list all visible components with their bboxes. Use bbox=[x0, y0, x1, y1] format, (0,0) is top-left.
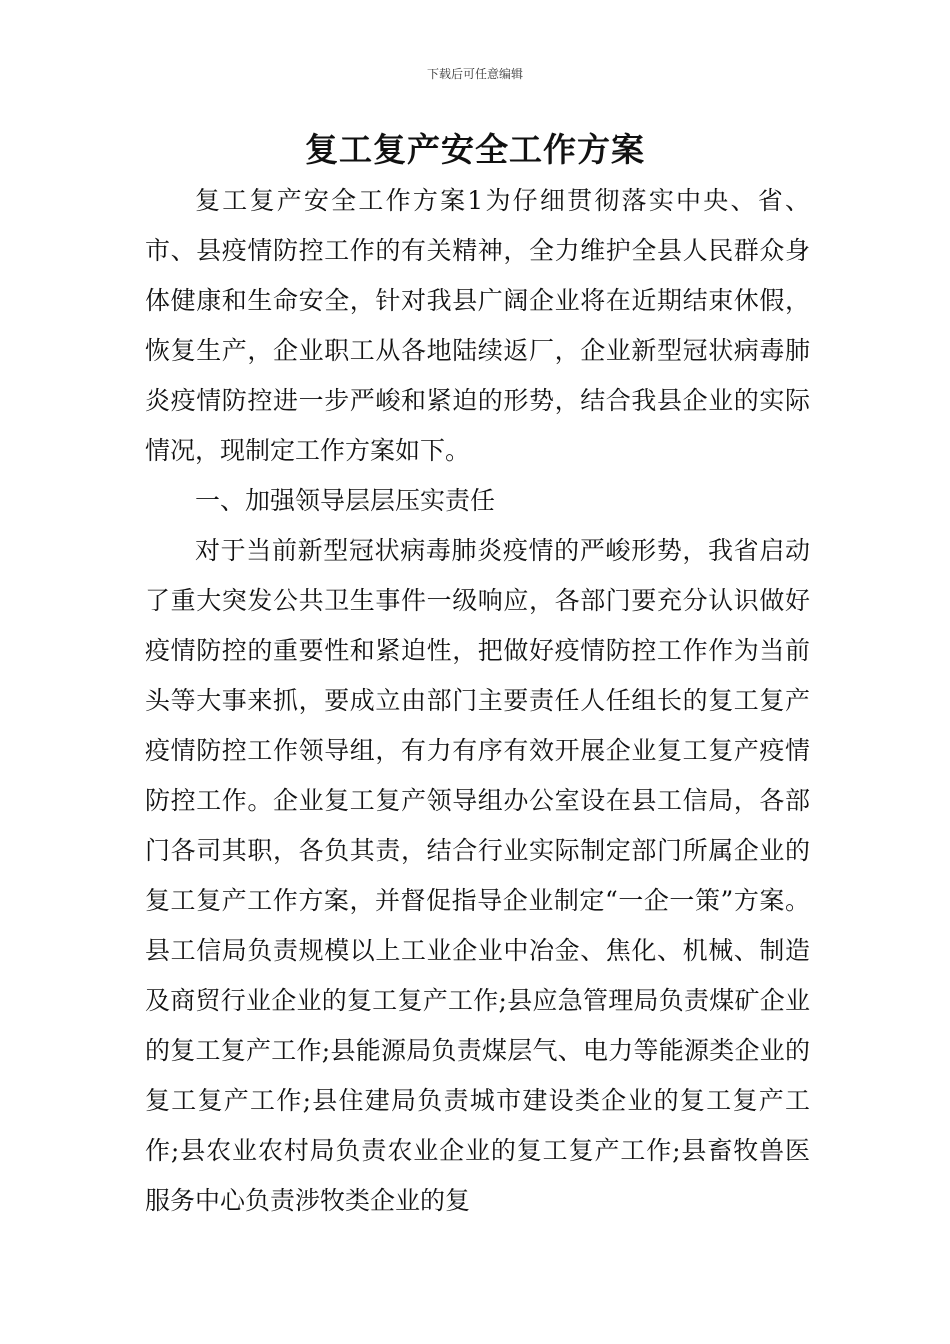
section-heading-1: 一、加强领导层层压实责任 bbox=[195, 486, 496, 515]
intro-paragraph: 复工复产安全工作方案1为仔细贯彻落实中央、省、市、县疫情防控工作的有关精神，全力维护全县人民群众身体健康和生命安全，针对我县广阔企业将在近期结束休假，恢复生产，企业职工从各地陆续返厂，企业新型冠状病毒肺炎疫情防控进一步严峻和紧迫的形势，结合我县企业的实际情况，现制定工作方案如下。 bbox=[145, 186, 810, 465]
section-1-paragraph: 对于当前新型冠状病毒肺炎疫情的严峻形势，我省启动了重大突发公共卫生事件一级响应，各部门要充分认识做好疫情防控的重要性和紧迫性，把做好疫情防控工作作为当前头等大事来抓，要成立由部门主要责任人任组长的复工复产疫情防控工作领导组，有力有序有效开展企业复工复产疫情防控工作。企业复工复产领导组办公室设在县工信局，各部门各司其职，各负其责，结合行业实际制定部门所属企业的复工复产工作方案，并督促指导企业制定“一企一策”方案。县工信局负责规模以上工业企业中冶金、焦化、机械、制造及商贸行业企业的复工复产工作;县应急管理局负责煤矿企业的复工复产工作;县能源局负责煤层气、电力等能源类企业的复工复产工作;县住建局负责城市建设类企业的复工复产工作;县农业农村局负责农业企业的复工复产工作;县畜牧兽医服务中心负责涉牧类企业的复 bbox=[145, 536, 810, 1215]
document-body bbox=[145, 176, 810, 1226]
document-title: 复工复产安全工作方案 bbox=[305, 130, 645, 169]
page-header-note: 下载后可任意编辑 bbox=[426, 67, 523, 81]
